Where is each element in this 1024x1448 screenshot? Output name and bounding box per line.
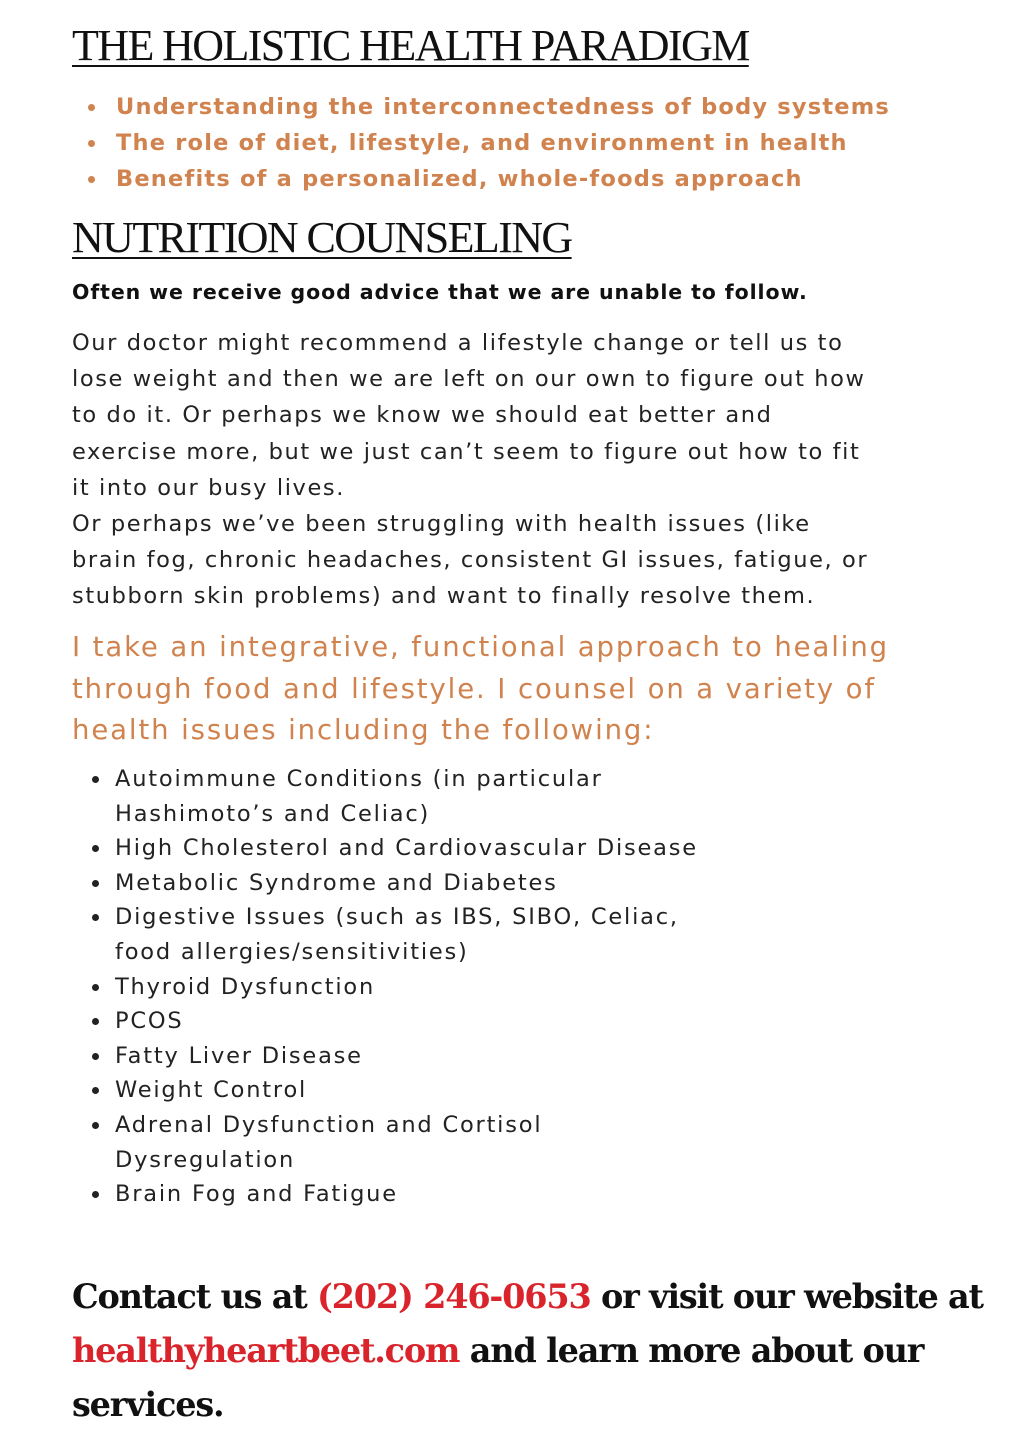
- condition-item: Weight Control: [90, 1073, 730, 1108]
- condition-item: PCOS: [90, 1004, 730, 1039]
- nutrition-counseling-heading: NUTRITION COUNSELING: [72, 213, 572, 262]
- paradigm-bullet: Benefits of a personalized, whole-foods approach: [86, 161, 890, 197]
- condition-item: Metabolic Syndrome and Diabetes: [90, 866, 730, 901]
- approach-line: through food and lifestyle. I counsel on a variety of: [72, 672, 876, 705]
- contact-line-1: [72, 1270, 1012, 1324]
- holistic-paradigm-heading: THE HOLISTIC HEALTH PARADIGM: [72, 21, 749, 70]
- condition-item: Thyroid Dysfunction: [90, 970, 730, 1005]
- contact-prefix: Contact us at: [72, 1277, 318, 1316]
- condition-item: Digestive Issues (such as IBS, SIBO, Celiac, food allergies/sensitivities): [90, 900, 730, 969]
- website-link[interactable]: healthyheartbeet.com: [72, 1331, 460, 1370]
- contact-statement: [72, 1270, 1012, 1432]
- paradigm-bullet-list: [86, 89, 890, 197]
- contact-middle: or visit our website at: [590, 1277, 983, 1316]
- paragraph-line: Or perhaps we’ve been struggling with health issues (like: [72, 511, 811, 538]
- paragraph-line: to do it. Or perhaps we know we should eat better and: [72, 402, 773, 429]
- conditions-list: [90, 762, 730, 1212]
- paragraph-line: brain fog, chronic headaches, consistent GI issues, fatigue, or: [72, 547, 869, 574]
- condition-item: Fatty Liver Disease: [90, 1039, 730, 1074]
- approach-line: I take an integrative, functional approach to healing: [72, 631, 890, 663]
- paragraph-line: lose weight and then we are left on our own to figure out how: [72, 366, 866, 393]
- contact-suffix: and learn more about our: [459, 1331, 924, 1370]
- condition-item: High Cholesterol and Cardiovascular Disease: [90, 831, 730, 866]
- condition-item: Brain Fog and Fatigue: [90, 1177, 730, 1212]
- approach-paragraph: [72, 627, 1002, 752]
- condition-item: Adrenal Dysfunction and Cortisol Dysregulation: [90, 1108, 730, 1177]
- paragraph-line: stubborn skin problems) and want to finally resolve them.: [72, 583, 816, 610]
- contact-line-3: services.: [72, 1385, 224, 1424]
- phone-number-link[interactable]: (202) 246-0653: [317, 1277, 591, 1316]
- paradigm-bullet: Understanding the interconnectedness of body systems: [86, 89, 890, 125]
- condition-item: Autoimmune Conditions (in particular Hashimoto’s and Celiac): [90, 762, 730, 831]
- contact-line-2: [72, 1324, 1012, 1378]
- paragraph-line: Our doctor might recommend a lifestyle change or tell us to: [72, 330, 844, 356]
- paradigm-bullet: The role of diet, lifestyle, and environment in health: [86, 125, 890, 161]
- lead-statement: Often we receive good advice that we are unable to follow.: [72, 280, 808, 304]
- paragraph-line: it into our busy lives.: [72, 474, 345, 501]
- paragraph-line: exercise more, but we just can’t seem to figure out how to fit: [72, 438, 861, 465]
- approach-line: health issues including the following:: [72, 714, 655, 746]
- intro-paragraph: [72, 325, 1002, 615]
